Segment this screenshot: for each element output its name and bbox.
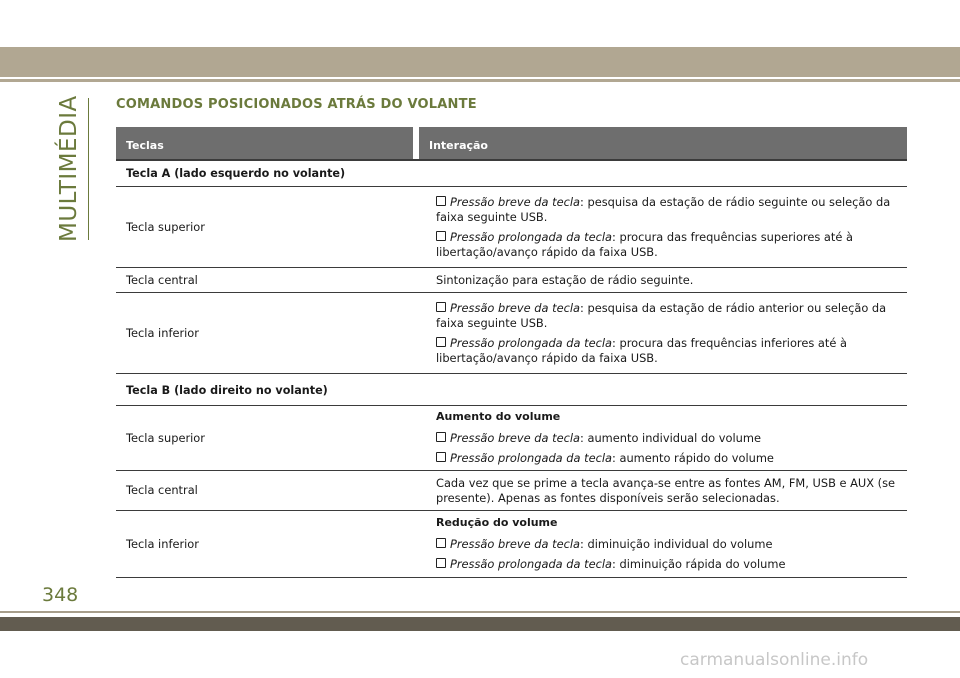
row-interaction: [419, 410, 907, 466]
top-decor-band: [0, 47, 960, 77]
list-item: Pressão breve da tecla: diminuição individual do volume: [436, 537, 907, 552]
row-subheading: Aumento do volume: [436, 410, 561, 424]
table-row: [116, 406, 907, 471]
checkbox-bullet-icon: [436, 452, 446, 462]
table-row: [116, 293, 907, 374]
bottom-decor-band: [0, 617, 960, 631]
bottom-decor-line: [0, 611, 960, 613]
list-item: Pressão prolongada da tecla: diminuição rápida do volume: [436, 557, 907, 572]
table-row: [116, 471, 907, 511]
group-row-key-a: Tecla A (lado esquerdo no volante): [116, 161, 907, 187]
table-row: [116, 268, 907, 293]
row-key: Tecla superior: [126, 430, 205, 445]
row-key: Tecla superior: [126, 219, 205, 234]
checkbox-bullet-icon: [436, 337, 446, 347]
checkbox-bullet-icon: [436, 538, 446, 548]
list-item: Pressão prolongada da tecla: procura das frequências superiores até à libertação/avanço rápido da faixa USB.: [436, 230, 853, 259]
list-item: Pressão prolongada da tecla: aumento rápido do volume: [436, 451, 907, 466]
list-item: Pressão breve da tecla: aumento individual do volume: [436, 431, 907, 446]
row-key: Tecla central: [126, 272, 198, 287]
top-decor-line: [0, 79, 960, 82]
row-key: Tecla inferior: [126, 536, 199, 551]
section-title: COMANDOS POSICIONADOS ATRÁS DO VOLANTE: [116, 97, 477, 112]
checkbox-bullet-icon: [436, 196, 446, 206]
list-item: Pressão prolongada da tecla: procura das frequências inferiores até à libertação/avanço rápido da faixa USB.: [436, 336, 847, 365]
row-interaction: Sintonização para estação de rádio seguinte.: [436, 272, 694, 287]
column-header-keys: Teclas: [116, 127, 413, 159]
list-item: Pressão breve da tecla: pesquisa da estação de rádio anterior ou seleção da faixa seguinte USB.: [436, 301, 887, 330]
row-interaction: [419, 301, 907, 365]
side-chapter-label: MULTIMÉDIA: [56, 95, 82, 242]
page-number: 348: [42, 584, 79, 606]
side-chapter-rule: [88, 98, 89, 240]
row-interaction: [419, 195, 907, 259]
row-key: Tecla inferior: [126, 325, 199, 340]
checkbox-bullet-icon: [436, 558, 446, 568]
table-row: [116, 511, 907, 578]
list-item: Pressão breve da tecla: pesquisa da estação de rádio seguinte ou seleção da faixa seguinte USB.: [436, 195, 891, 224]
table-row: [116, 187, 907, 268]
controls-table: [116, 127, 907, 578]
row-subheading: Redução do volume: [436, 516, 558, 530]
row-key: Tecla central: [126, 483, 198, 498]
table-header: [116, 127, 907, 161]
checkbox-bullet-icon: [436, 231, 446, 241]
row-interaction: Cada vez que se prime a tecla avança-se entre as fontes AM, FM, USB e AUX (se presente). Apenas as fontes disponíveis serão selecionadas.: [436, 476, 896, 505]
group-row-key-b: Tecla B (lado direito no volante): [116, 374, 907, 406]
checkbox-bullet-icon: [436, 302, 446, 312]
watermark-text: carmanualsonline.info: [680, 650, 869, 670]
checkbox-bullet-icon: [436, 432, 446, 442]
column-header-interaction: Interação: [419, 127, 907, 159]
row-interaction: [419, 516, 907, 572]
